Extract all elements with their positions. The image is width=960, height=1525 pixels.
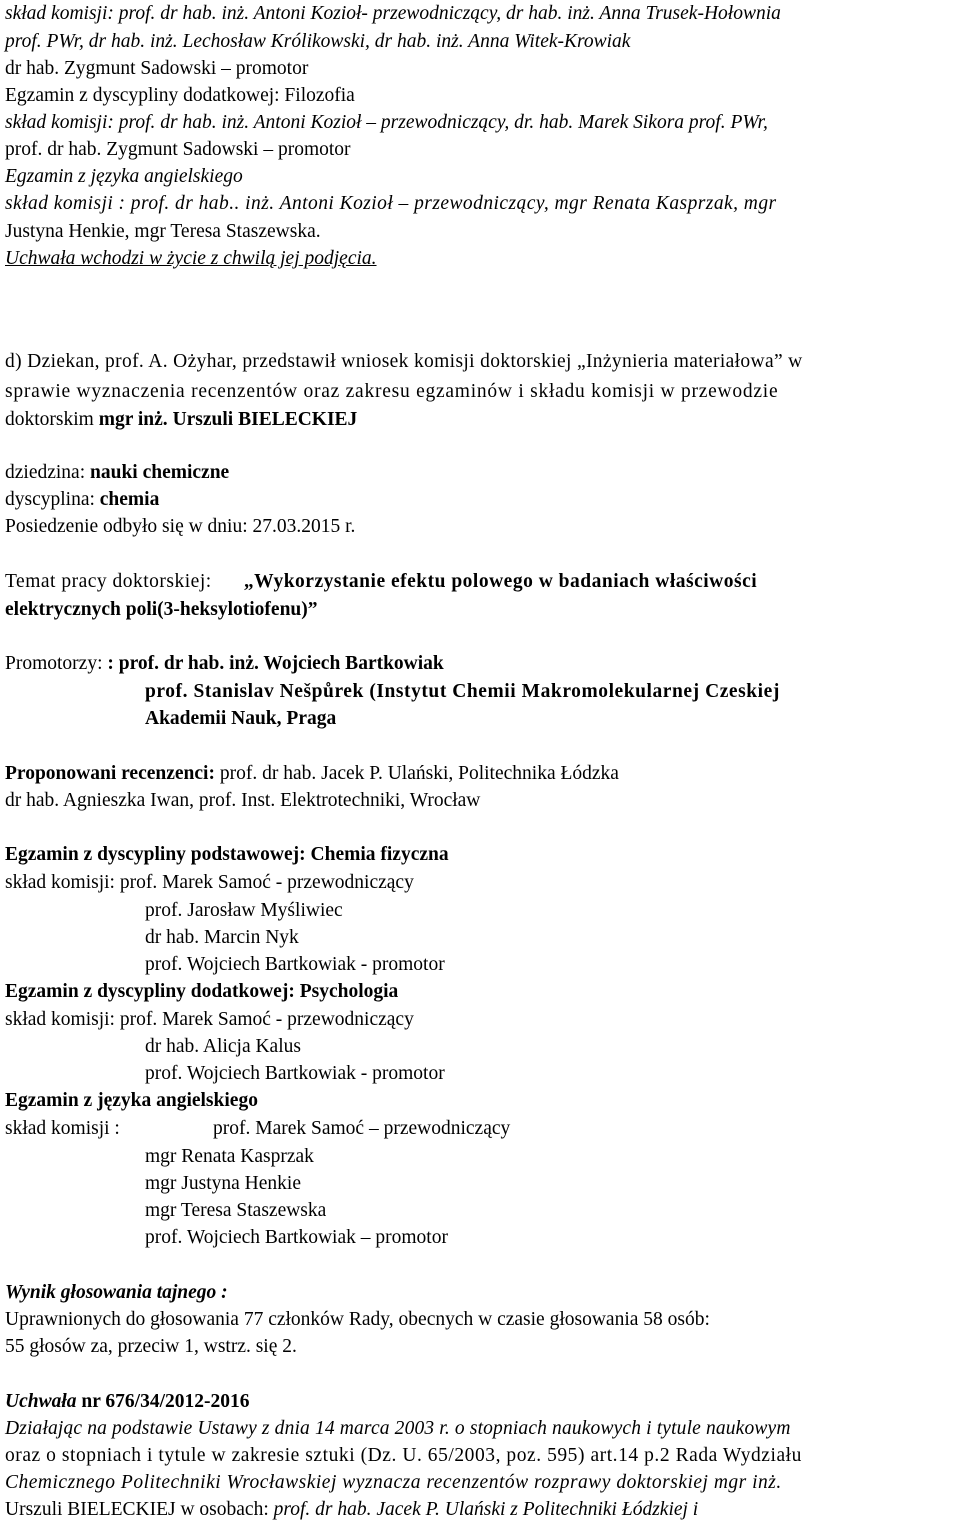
exam-basic-member-1: skład komisji: prof. Marek Samoć - przewodniczący [5,872,414,893]
vote-heading: Wynik głosowania tajnego : [5,1282,228,1303]
resolution-line-3: Chemicznego Politechniki Wrocławskiej wyznacza recenzentów rozprawy doktorskiej mgr inż. [5,1472,782,1493]
reviewers-label: Proponowani recenzenci: [5,763,215,784]
reviewer-2: dr hab. Agnieszka Iwan, prof. Inst. Elektrotechniki, Wrocław [5,790,481,811]
promoters-label: Promotorzy: [5,653,103,674]
meeting-date-line: Posiedzenie odbyło się w dniu: 27.03.2015 r. [5,516,356,537]
resolution-line-1: Działając na podstawie Ustawy z dnia 14 marca 2003 r. o stopniach naukowych i tytule naukowym [5,1418,791,1439]
candidate-title: mgr inż. [98,409,168,430]
exam-additional-member-2: dr hab. Alicja Kalus [145,1036,301,1057]
exam-basic-member-4: prof. Wojciech Bartkowiak - promotor [145,954,445,975]
thesis-topic-line-2: elektrycznych poli(3-heksylotiofenu)” [5,599,318,620]
field-label: dziedzina: [5,462,86,483]
resolution-reviewer: prof. dr hab. Jacek P. Ulański z Politechniki Łódzkiej i [273,1499,699,1520]
exam-additional-member-3: prof. Wojciech Bartkowiak - promotor [145,1063,445,1084]
resolution-number: nr 676/34/2012-2016 [81,1391,250,1412]
thesis-topic-line-1 [5,570,757,594]
resolution-line-2: oraz o stopniach i tytule w zakresie sztuki (Dz. U. 65/2003, poz. 595) art.14 p.2 Rada Wydziału [5,1445,802,1466]
exam-philosophy-heading: Egzamin z dyscypliny dodatkowej: Filozofia [5,85,355,106]
resolution-effective-note: Uchwała wchodzi w życie z chwilą jej podjęcia. [5,248,377,269]
dean-motion-line-1: d) Dziekan, prof. A. Ożyhar, przedstawił wniosek komisji doktorskiej „Inżynieria materiałowa” w [5,351,803,372]
dean-motion-line-3 [5,408,357,432]
thesis-topic-label: Temat pracy doktorskiej: [5,571,212,592]
exam-additional-heading: Egzamin z dyscypliny dodatkowej: Psychologia [5,981,399,1002]
resolution-heading [5,1390,250,1414]
exam-english-heading-2: Egzamin z języka angielskiego [5,1090,258,1111]
doctoral-label: doktorskim [5,409,94,430]
candidate-name: Urszuli BIELECKIEJ [172,409,358,430]
discipline-label: dyscyplina: [5,489,95,510]
discipline-line [5,488,159,512]
exam-english-member-1: prof. Marek Samoć – przewodniczący [213,1118,511,1139]
english-commission-line-1: skład komisji : prof. dr hab.. inż. Antoni Kozioł – przewodniczący, mgr Renata Kasprzak, mgr [5,193,777,214]
promoter-1: : prof. dr hab. inż. Wojciech Bartkowiak [107,653,444,674]
exam-english-member-5: prof. Wojciech Bartkowiak – promotor [145,1227,448,1248]
resolution-line-4 [5,1498,698,1522]
exam-english-label: skład komisji : [5,1118,120,1139]
commission-line-1: skład komisji: prof. dr hab. inż. Antoni Kozioł- przewodniczący, dr hab. inż. Anna Trusek-Hołownia [5,3,781,24]
philosophy-commission-line-2: prof. dr hab. Zygmunt Sadowski – promotor [5,139,351,160]
resolution-candidate: Urszuli BIELECKIEJ w osobach: [5,1499,269,1520]
exam-additional-member-1: skład komisji: prof. Marek Samoć - przewodniczący [5,1009,414,1030]
exam-basic-member-2: prof. Jarosław Myśliwiec [145,900,343,921]
reviewers-line-1 [5,762,619,786]
philosophy-commission-line-1: skład komisji: prof. dr hab. inż. Antoni Kozioł – przewodniczący, dr. hab. Marek Sikora prof. PWr, [5,112,768,133]
exam-basic-member-3: dr hab. Marcin Nyk [145,927,299,948]
discipline-value: chemia [99,489,160,510]
commission-line-2: prof. PWr, dr hab. inż. Lechosław Królikowski, dr hab. inż. Anna Witek-Krowiak [5,31,631,52]
resolution-label: Uchwała [5,1391,77,1412]
dean-motion-line-2: sprawie wyznaczenia recenzentów oraz zakresu egzaminów i składu komisji w przewodzie [5,381,779,402]
reviewer-1: prof. dr hab. Jacek P. Ulański, Politechnika Łódzka [219,763,619,784]
field-line [5,461,229,485]
vote-line-2: 55 głosów za, przeciw 1, wstrz. się 2. [5,1336,297,1357]
field-value: nauki chemiczne [90,462,230,483]
exam-english-member-2: mgr Renata Kasprzak [145,1146,314,1167]
thesis-topic-title-1: „Wykorzystanie efektu polowego w badaniach właściwości [243,571,758,592]
promoter-line: dr hab. Zygmunt Sadowski – promotor [5,58,309,79]
exam-basic-heading: Egzamin z dyscypliny podstawowej: Chemia fizyczna [5,844,449,865]
english-commission-line-2: Justyna Henkie, mgr Teresa Staszewska. [5,221,321,242]
exam-english-heading: Egzamin z języka angielskiego [5,166,243,187]
promoters-line-1 [5,652,444,676]
exam-english-member-3: mgr Justyna Henkie [145,1173,301,1194]
exam-english-member-4: mgr Teresa Staszewska [145,1200,327,1221]
promoter-2-line-1: prof. Stanislav Nešpůrek (Instytut Chemii Makromolekularnej Czeskiej [145,681,780,702]
promoter-2-line-2: Akademii Nauk, Praga [145,708,337,729]
vote-line-1: Uprawnionych do głosowania 77 członków Rady, obecnych w czasie głosowania 58 osób: [5,1309,710,1330]
